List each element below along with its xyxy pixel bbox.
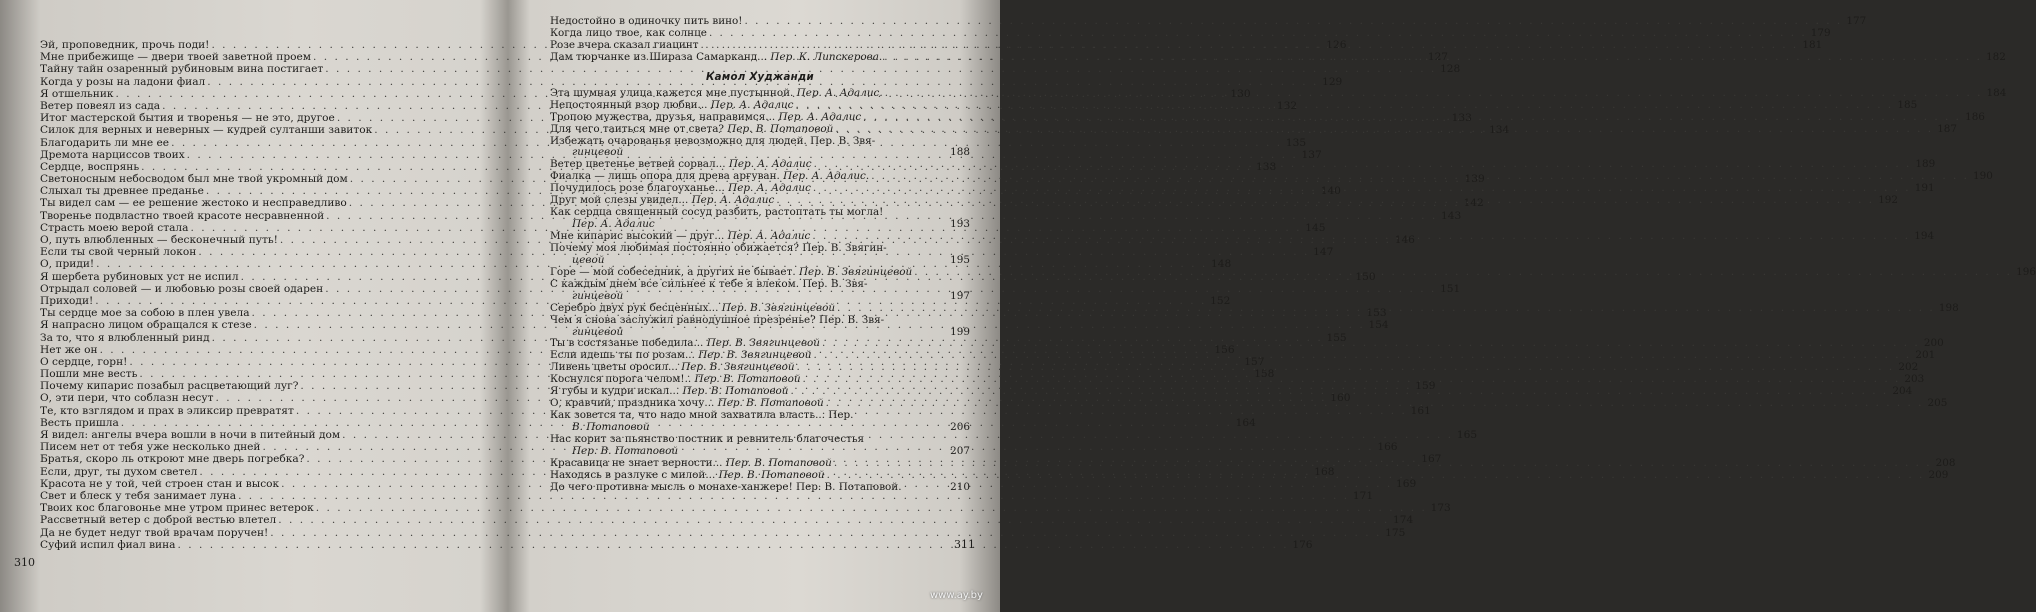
entry-title: Мне кипарис высокий — друг... <box>550 230 725 242</box>
entry-page-number: 127 <box>1427 51 1449 64</box>
entry-translator: Пер. В. Потаповой <box>694 373 801 386</box>
entry-title: Горе — мой собеседник, а других не бывает. <box>550 265 796 278</box>
entry-translator: Пер. К. Липскерова. <box>770 50 883 63</box>
dot-leader <box>826 398 1924 410</box>
entry-translator: Пер. В. Звягинцевой <box>721 301 836 314</box>
entry-translator: Пер. В. Потаповой <box>725 456 832 469</box>
entry-title: Благодарить ли мне ее <box>40 136 170 149</box>
toc-entry <box>40 63 1461 76</box>
dot-leader <box>837 303 1935 315</box>
entry-title: Тайну тайн озаренный рубиновым вина постигает <box>40 63 324 76</box>
entry-title: Тропою мужества, друзья, направимся... <box>550 110 776 123</box>
entry-page-number: 147 <box>1313 246 1334 259</box>
entry-page-number: 138 <box>1255 160 1277 173</box>
entry-page-number: 196 <box>2016 265 2036 278</box>
entry-title: Пер. В. Потаповой <box>572 444 679 457</box>
entry-translator: Пер. В. Звягинцевой <box>681 361 795 374</box>
entry-page-number: 130 <box>1230 87 1251 100</box>
entry-title: Эта шумная улица кажется мне пустынной. <box>550 86 794 99</box>
entry-title: В. Потаповой <box>572 421 650 433</box>
entry-page-number: 146 <box>1394 234 1415 246</box>
entry-page-number: 165 <box>1456 429 1478 441</box>
entry-page-number: 203 <box>1904 373 1925 386</box>
entry-title: Непостоянный взор любви... <box>550 98 708 111</box>
entry-title: О сердце, горн! <box>40 355 128 368</box>
entry-title-wrap <box>550 303 835 315</box>
entry-translator: Пер. А. Адалис <box>728 158 812 171</box>
entry-title: Фиалка — лишь опора для древа арғуван. <box>550 170 780 183</box>
entry-title: Как сердца священный сосуд разбить, растоптать ты могла! <box>550 206 884 219</box>
entry-page-number: 168 <box>1314 465 1335 478</box>
entry-title: Весть пришла <box>40 416 119 429</box>
entry-page-number: 156 <box>1214 343 1235 356</box>
entry-title: гинцевой <box>572 289 624 302</box>
entry-translator: Пер. А. Адалис. <box>796 86 883 99</box>
entry-title: Если идешь ты по розам... <box>550 349 695 362</box>
entry-title: Те, кто взглядом и прах в эликсир превратят <box>40 404 294 417</box>
entry-page-number: 142 <box>1463 197 1484 210</box>
entry-page-number: 192 <box>1878 194 1899 207</box>
toc-entry <box>40 526 1406 539</box>
entry-page-number: 175 <box>1385 526 1406 539</box>
entry-page-number: 208 <box>1935 456 1956 469</box>
dot-leader <box>885 88 1983 100</box>
entry-title: Когда у розы на ладони фиал <box>40 75 206 88</box>
entry-title: Дремота нарциссов твоих <box>40 148 185 161</box>
entry-translator: Пер. В. Звягинцевой <box>706 337 820 350</box>
entry-title: Я видел: ангелы вчера вошли в ночи в питейный дом <box>40 429 341 441</box>
entry-page-number: 167 <box>1421 453 1442 466</box>
entry-title: гинцевой <box>572 325 624 338</box>
entry-title: цевой <box>572 253 605 266</box>
entry-page-number: 185 <box>1897 98 1918 111</box>
toc-entry <box>550 279 970 291</box>
entry-page-number: 204 <box>1892 385 1913 398</box>
entry-title: Я отшельник <box>40 87 114 100</box>
entry-title: Ты сердце мое за собою в плен увела <box>40 307 250 320</box>
entry-translator: Пер. В. Звягинцевой <box>798 265 913 278</box>
entry-title: О, эти пери, что соблазн несут <box>40 392 214 405</box>
entry-page-number: 132 <box>1276 99 1298 112</box>
entry-translator: Пер. А. Адалис <box>778 110 862 123</box>
entry-page-number: 206 <box>950 421 970 433</box>
entry-page-number: 171 <box>1352 489 1374 502</box>
entry-page-number: 154 <box>1368 319 1389 332</box>
entry-title: Да не будет недуг твой врачам поручен! <box>40 526 269 539</box>
entry-title: Почему моя любимая постоянно обижается? Пер. В. Звягин- <box>550 241 887 254</box>
entry-page-number: 126 <box>1326 39 1347 51</box>
entry-page-number: 148 <box>1211 258 1232 271</box>
dot-leader <box>835 124 1933 136</box>
entry-translator: Пер. А. Адалис <box>728 182 811 195</box>
entry-page-number: 169 <box>1395 477 1417 490</box>
entry-title-wrap <box>550 267 912 279</box>
entry-page-number: 194 <box>1914 230 1935 242</box>
entry-title: Пошли мне весть <box>40 368 138 381</box>
entry-page-number: 202 <box>1898 361 1919 374</box>
entry-page-number: 201 <box>1915 349 1936 362</box>
entry-title: Свет и блеск у тебя занимает луна <box>40 489 237 502</box>
entry-title: Как зовется та, что надо мной захватила власть... Пер. <box>550 409 854 422</box>
entry-title: Творенье подвластно твоей красоте несравненной <box>40 209 325 222</box>
entry-title: О, кравчий, праздника хочу... <box>550 397 715 410</box>
entry-page-number: 128 <box>1440 63 1461 76</box>
entry-title: Пер. А. Адалис <box>572 218 655 231</box>
entry-page-number: 200 <box>1923 337 1944 350</box>
entry-page-number: 160 <box>1330 392 1351 405</box>
toc-entry <box>550 243 970 255</box>
entry-page-number: 133 <box>1451 112 1472 125</box>
entry-title: Для чего таиться мне от света? <box>550 122 724 135</box>
entry-title: О, путь влюбленных — бесконечный путь! <box>40 234 278 246</box>
entry-page-number: 193 <box>950 218 970 231</box>
dot-leader <box>863 112 1961 124</box>
entry-title: С каждым днем все сильнее к тебе я влеком. Пер. В. Звя- <box>550 277 868 290</box>
dot-leader <box>827 470 1925 482</box>
entry-title: Светоносным небосводом был мне твой укромный дом <box>40 173 348 186</box>
entry-title: До чего противна мысль о монахе-ханжере! Пер. В. Потаповой. <box>550 480 902 493</box>
entry-title: Страсть моею верой стала <box>40 221 189 234</box>
entry-page-number: 191 <box>1914 182 1935 195</box>
entry-title: Твоих кос благовонье мне утром принес ветерок <box>40 502 314 515</box>
toc-entry <box>550 482 970 494</box>
entry-title: Недостойно в одиночку пить вино! <box>550 15 743 27</box>
entry-page-number: 186 <box>1965 110 1985 123</box>
entry-title: Друг мой слезы увидел... <box>550 194 689 207</box>
entry-page-number: 210 <box>950 480 970 493</box>
toc-entry <box>40 489 1374 502</box>
entry-page-number: 174 <box>1393 514 1414 527</box>
entry-translator: Пер. А. Адалис <box>710 98 794 111</box>
entry-translator: Пер. А. Адалис. <box>783 170 870 183</box>
dot-leader <box>776 195 1874 210</box>
entry-page-number: 177 <box>1846 15 1867 27</box>
entry-title: Я губы и кудри искал... <box>550 385 680 398</box>
toc-entry <box>550 315 970 327</box>
page-number-right: 311 <box>954 538 975 551</box>
dot-leader <box>834 458 1932 470</box>
entry-page-number: 182 <box>1986 50 2006 63</box>
entry-page-number: 195 <box>950 253 970 266</box>
toc-entry <box>40 502 1451 515</box>
entry-title: Красавица не знает верности... <box>550 456 723 469</box>
entry-page-number: 157 <box>1244 355 1265 368</box>
entry-page-number: 189 <box>1915 158 1936 171</box>
entry-title: Писем нет от тебя уже несколько дней <box>40 441 261 454</box>
entry-title: Суфий испил фиал вина <box>40 538 176 551</box>
entry-title: Избежать очарованья невозможно для людей. Пер. В. Звя- <box>550 134 876 147</box>
entry-page-number: 139 <box>1464 173 1485 186</box>
entry-page-number: 197 <box>950 289 970 302</box>
entry-page-number: 140 <box>1320 185 1341 198</box>
dot-leader <box>914 267 2012 279</box>
entry-title: Отрыдал соловей — и любовью розы своей одарен <box>40 282 324 295</box>
entry-page-number: 145 <box>1305 221 1326 234</box>
entry-title: Дам тюрчанке из Шираза Самарканд... <box>550 50 768 63</box>
entry-page-number: 137 <box>1301 148 1322 161</box>
entry-title: Ветер повеял из сада <box>40 99 161 112</box>
entry-title: Братья, скоро ль откроют мне дверь погребка? <box>40 453 305 466</box>
entry-page-number: 135 <box>1285 136 1307 149</box>
entry-page-number: 209 <box>1928 468 1949 481</box>
entry-page-number: 190 <box>1973 170 1993 183</box>
entry-translator: Пер. В. Потаповой <box>718 468 825 481</box>
entry-title: Когда лицо твое, как солнце <box>550 26 707 39</box>
entry-page-number: 198 <box>1938 301 1959 314</box>
toc-entry <box>40 514 1414 527</box>
entry-page-number: 134 <box>1489 124 1510 137</box>
dot-leader <box>795 100 1893 112</box>
entry-title: Красота не у той, чей строен стан и высок <box>40 477 280 490</box>
entry-title: Силок для верных и неверных — кудрей султанши завиток <box>40 124 373 137</box>
entry-title: Если, друг, ты духом светел <box>40 465 198 478</box>
entry-title: Ты видел сам — ее решение жестоко и несправедливо <box>40 197 347 210</box>
entry-page-number: 187 <box>1937 122 1958 135</box>
entry-title: Нет же он <box>40 343 98 356</box>
dot-leader <box>812 231 1910 243</box>
entry-page-number: 176 <box>1292 538 1313 551</box>
entry-title: Ветер цветенье ветвей сорвал... <box>550 158 726 171</box>
entry-translator: Пер. А. Адалис <box>691 194 775 207</box>
entry-title: Эй, проповедник, прочь поди! <box>40 39 210 51</box>
entry-page-number: 205 <box>1927 397 1948 410</box>
entry-title: Розе вчера сказал гиацинт <box>550 38 699 51</box>
dot-leader <box>884 52 1982 64</box>
entry-page-number: 173 <box>1430 502 1451 515</box>
entry-title: Приходи! <box>40 294 94 307</box>
entry-title-wrap <box>550 470 825 482</box>
entry-page-number: 143 <box>1440 209 1462 222</box>
entry-title: Почудилось розе благоуханье... <box>550 182 725 195</box>
watermark: www.ay.by <box>930 590 983 601</box>
entry-page-number: 152 <box>1210 294 1231 307</box>
entry-page-number: 150 <box>1355 270 1376 283</box>
entry-translator: Пер. В. Потаповой <box>717 397 824 410</box>
entry-page-number: 184 <box>1986 86 2007 99</box>
entry-page-number: 155 <box>1326 331 1347 344</box>
entry-title: Сердце, воспрянь <box>40 160 140 173</box>
entry-translator: Пер. А. Адалис <box>727 230 811 242</box>
entry-page-number: 166 <box>1377 441 1398 454</box>
entry-title: Серебро двух рук бесценных... <box>550 301 719 314</box>
entry-title: Итог мастерской бытия и творенья — не это, другое <box>40 112 335 125</box>
entry-page-number: 158 <box>1254 368 1275 381</box>
entry-title: Коснулся порога челом!.. <box>550 373 692 386</box>
entry-title-wrap <box>550 124 833 136</box>
entry-title: гинцевой <box>572 146 624 159</box>
entry-title: Нас корит за пьянство постник и ревнитель благочестья <box>550 432 865 445</box>
entry-title: Находясь в разлуке с милой... <box>550 468 716 481</box>
entry-page-number: 181 <box>1802 38 1823 51</box>
entry-title: Мне прибежище — двери твоей заветной проем <box>40 51 311 64</box>
entry-title: Почему кипарис позабыл расцветающий луг? <box>40 380 299 393</box>
entry-title: Ты в состязанье победила... <box>550 337 704 350</box>
section-heading: Камол Худжанди <box>706 71 814 83</box>
page-number-left: 310 <box>14 556 35 569</box>
entry-page-number: 188 <box>950 146 970 159</box>
entry-page-number: 153 <box>1366 307 1387 320</box>
entry-title: За то, что я влюбленный ринд <box>40 331 210 344</box>
entry-title: Я шербета рубиновых уст не испил <box>40 270 239 283</box>
entry-title: Слыхал ты древнее преданье <box>40 185 204 198</box>
entry-title: Если ты свой черный локон <box>40 246 197 259</box>
entry-page-number: 164 <box>1235 416 1256 429</box>
entry-translator: Пер. В. Звягинцевой <box>698 349 812 362</box>
entry-page-number: 129 <box>1322 75 1343 88</box>
entry-title: Я напрасно лицом обращался к стезе <box>40 319 252 332</box>
entry-title: Рассветный ветер с доброй вестью влетел <box>40 514 277 527</box>
entry-page-number: 199 <box>950 325 970 338</box>
entry-title: Чем я снова заслужил равнодушное презренье? Пер. В. Звя- <box>550 313 885 326</box>
entry-translator: Пер. В. Потаповой <box>682 385 789 398</box>
entry-translator: Пер. В. Потаповой <box>727 122 834 135</box>
entry-title-wrap <box>550 52 882 64</box>
entry-page-number: 179 <box>1810 26 1831 39</box>
entry-page-number: 159 <box>1415 380 1436 393</box>
entry-page-number: 161 <box>1410 404 1431 417</box>
entry-title: О, приди! <box>40 258 95 271</box>
entry-title: Ливень цветы оросил... <box>550 361 678 374</box>
entry-page-number: 151 <box>1440 282 1461 295</box>
entry-page-number: 207 <box>950 444 970 457</box>
